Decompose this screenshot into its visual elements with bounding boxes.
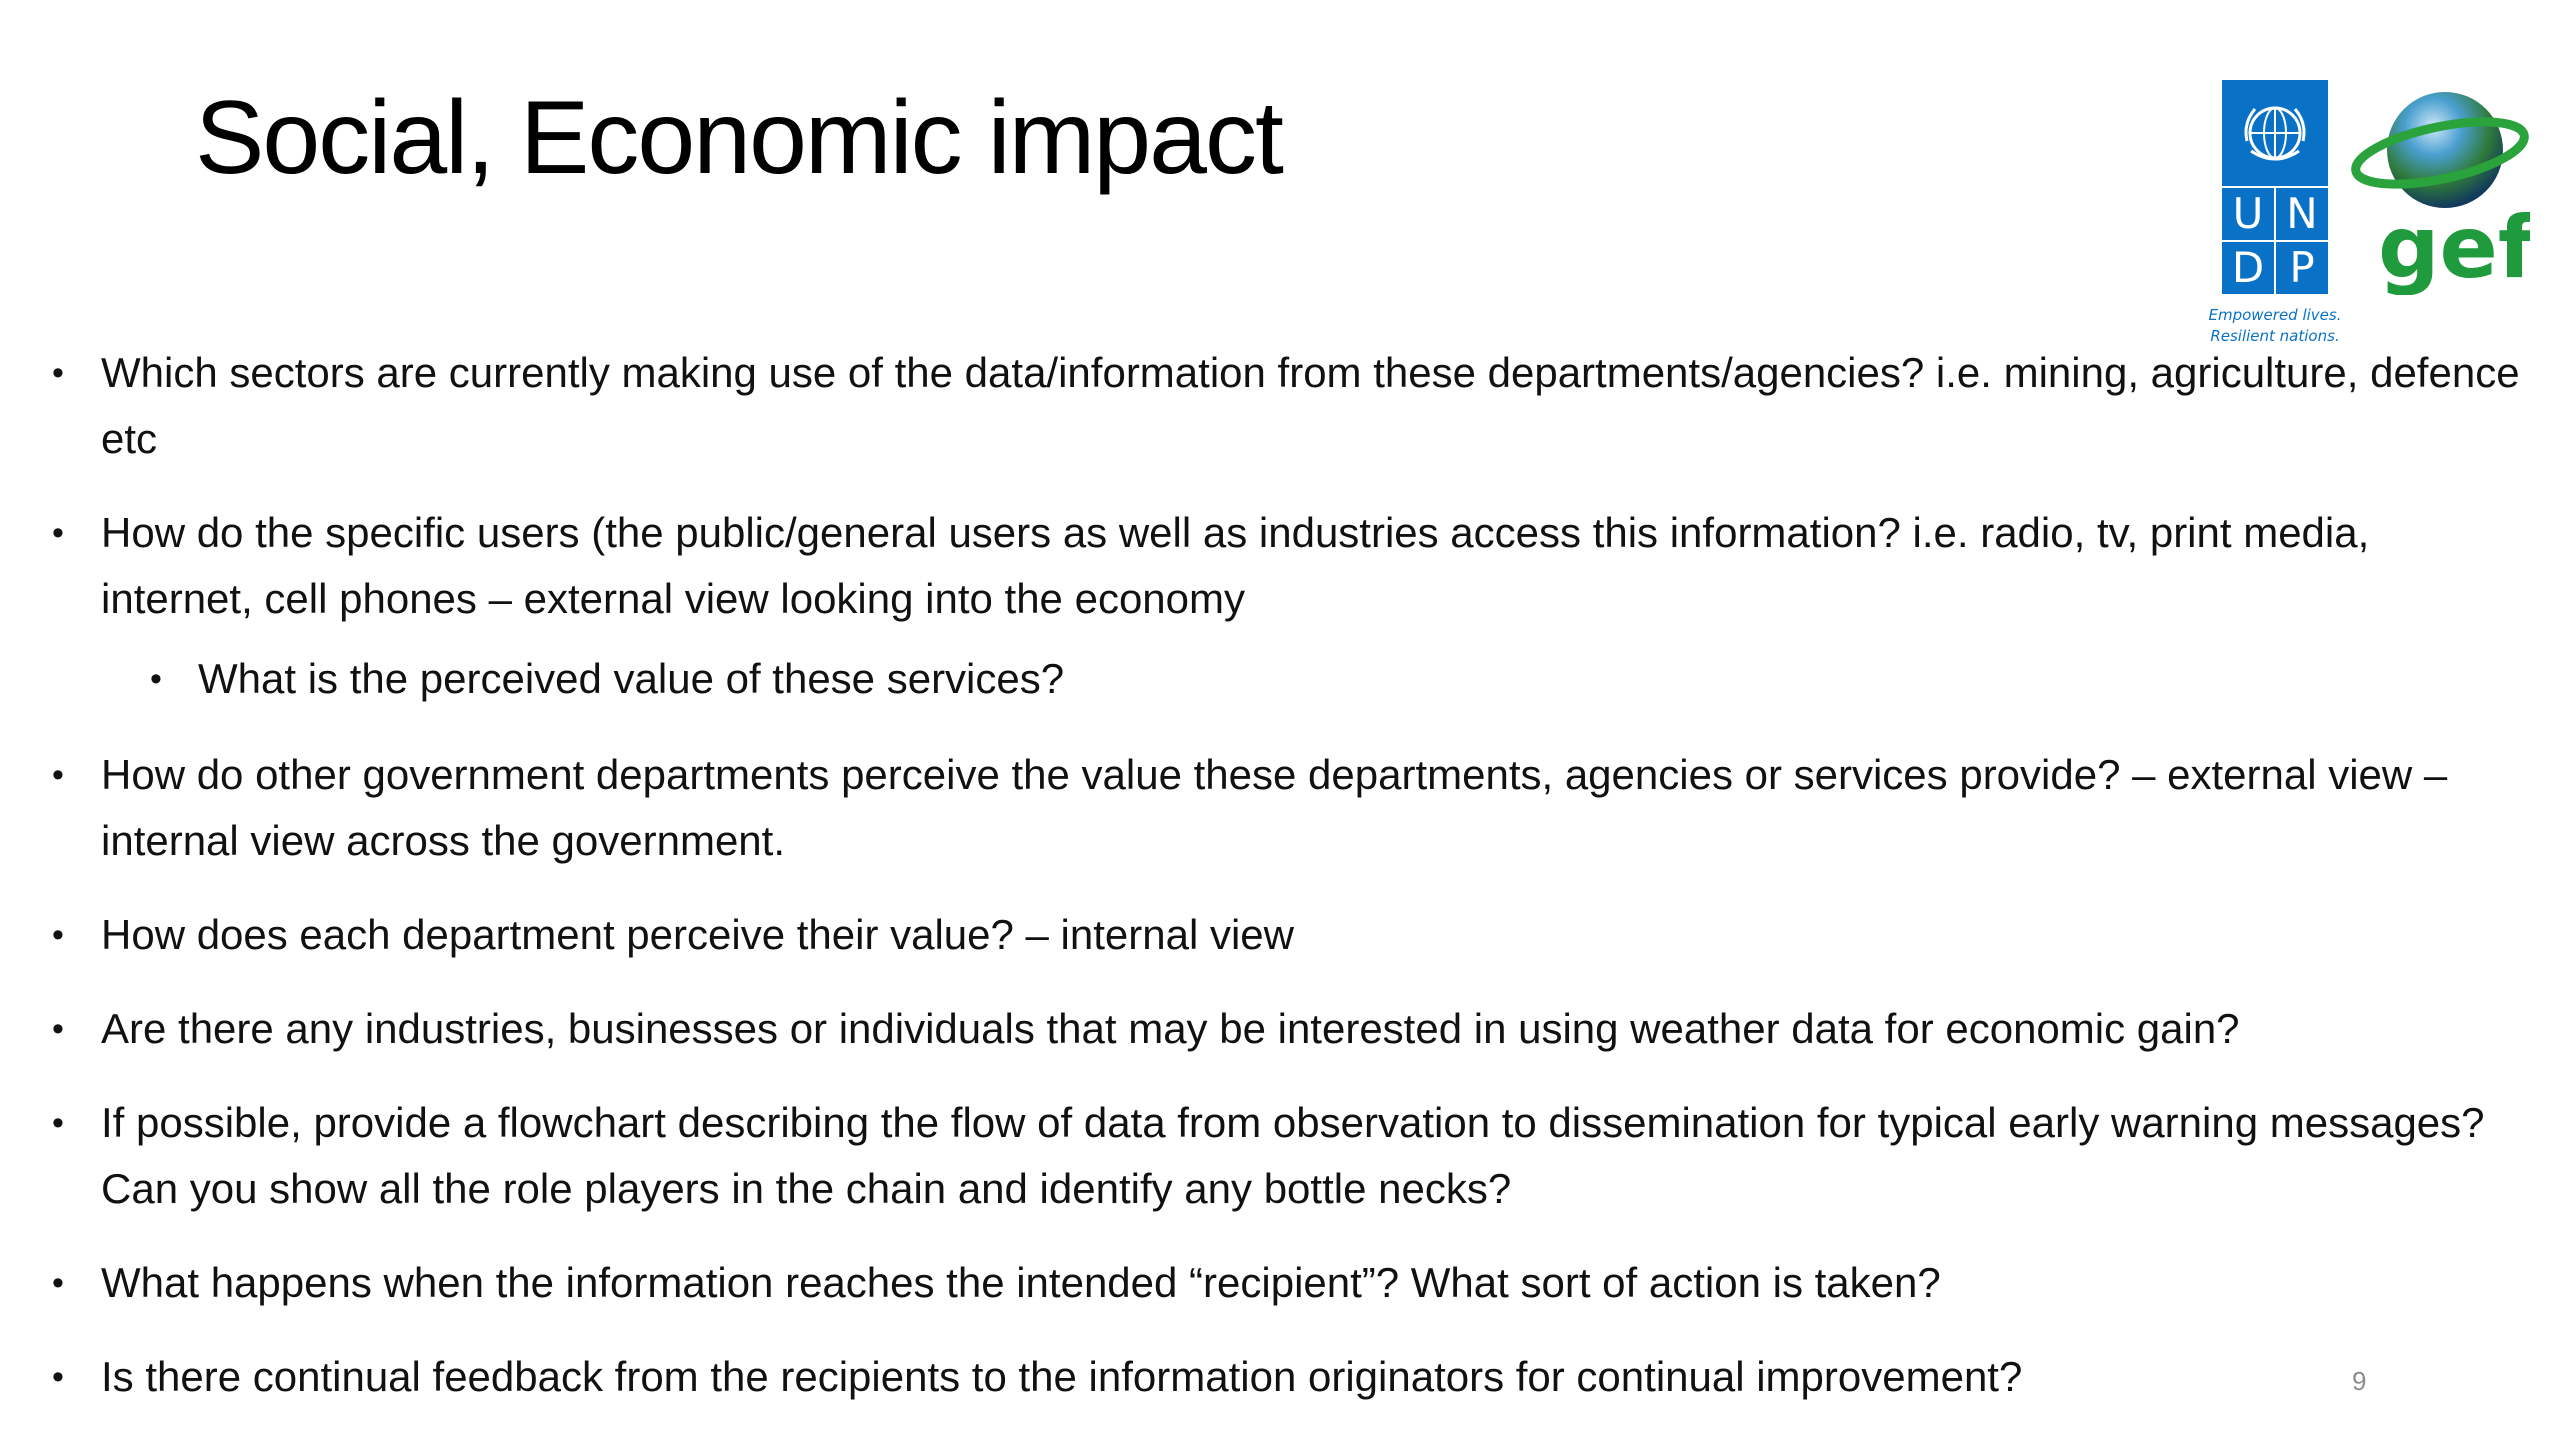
bullet-dot: • xyxy=(52,1264,64,1302)
undp-letter: D xyxy=(2222,242,2274,294)
slide-title: Social, Economic impact xyxy=(195,80,1282,196)
bullet-dot: • xyxy=(52,1010,64,1048)
bullet-text: How do the specific users (the public/general users as well as industries access this information? i.e. radio, tv, print media, internet, cell phones – external view looking into the economy xyxy=(101,509,2370,622)
bullet-dot: • xyxy=(52,1358,64,1396)
gef-logo xyxy=(2350,85,2530,295)
bullet-item xyxy=(0,1344,2560,1410)
bullet-text: What happens when the information reaches the intended “recipient”? What sort of action is taken? xyxy=(101,1259,1941,1306)
bullet-item xyxy=(0,500,2560,632)
bullet-dot: • xyxy=(52,916,64,954)
undp-letter: P xyxy=(2276,242,2328,294)
bullet-dot: • xyxy=(150,660,162,698)
logos xyxy=(2200,80,2530,355)
bullet-item xyxy=(0,1090,2560,1222)
bullet-text: Which sectors are currently making use of the data/information from these departments/agencies? i.e. mining, agriculture, defence etc xyxy=(101,349,2520,462)
bullet-text: What is the perceived value of these services? xyxy=(198,655,1065,702)
bullet-text: Are there any industries, businesses or individuals that may be interested in using weather data for economic gain? xyxy=(101,1005,2240,1052)
bullet-text: If possible, provide a flowchart describing the flow of data from observation to dissemination for typical early warning messages? Can you show all the role players in the chain and identify any bottle necks? xyxy=(101,1099,2485,1212)
sub-bullet-item xyxy=(0,646,2560,712)
gef-wordmark: gef xyxy=(2378,198,2530,295)
bullet-dot: • xyxy=(52,756,64,794)
bullet-item xyxy=(0,742,2560,874)
bullet-dot: • xyxy=(52,1104,64,1142)
bullet-item xyxy=(0,340,2560,472)
undp-letters xyxy=(2222,188,2328,294)
undp-tagline-line: Resilient nations. xyxy=(2210,327,2340,345)
undp-letter: N xyxy=(2276,188,2328,240)
globe-icon xyxy=(2350,92,2529,208)
page-number: 9 xyxy=(2352,1366,2367,1396)
bullet-dot: • xyxy=(52,514,64,552)
bullet-text: Is there continual feedback from the recipients to the information originators for continual improvement? xyxy=(101,1353,2023,1400)
bullet-list xyxy=(0,340,2560,1410)
bullet-item xyxy=(0,996,2560,1062)
bullet-text: How does each department perceive their value? – internal view xyxy=(101,911,1295,958)
bullet-text: How do other government departments perceive the value these departments, agencies or services provide? – external view –internal view across the government. xyxy=(101,751,2448,864)
undp-letter: U xyxy=(2222,188,2274,240)
bullet-dot: • xyxy=(52,354,64,392)
bullet-item xyxy=(0,1250,2560,1316)
bullet-item xyxy=(0,902,2560,968)
un-emblem-icon xyxy=(2222,80,2328,186)
undp-logo xyxy=(2222,80,2328,294)
undp-tagline-line: Empowered lives. xyxy=(2208,306,2342,324)
